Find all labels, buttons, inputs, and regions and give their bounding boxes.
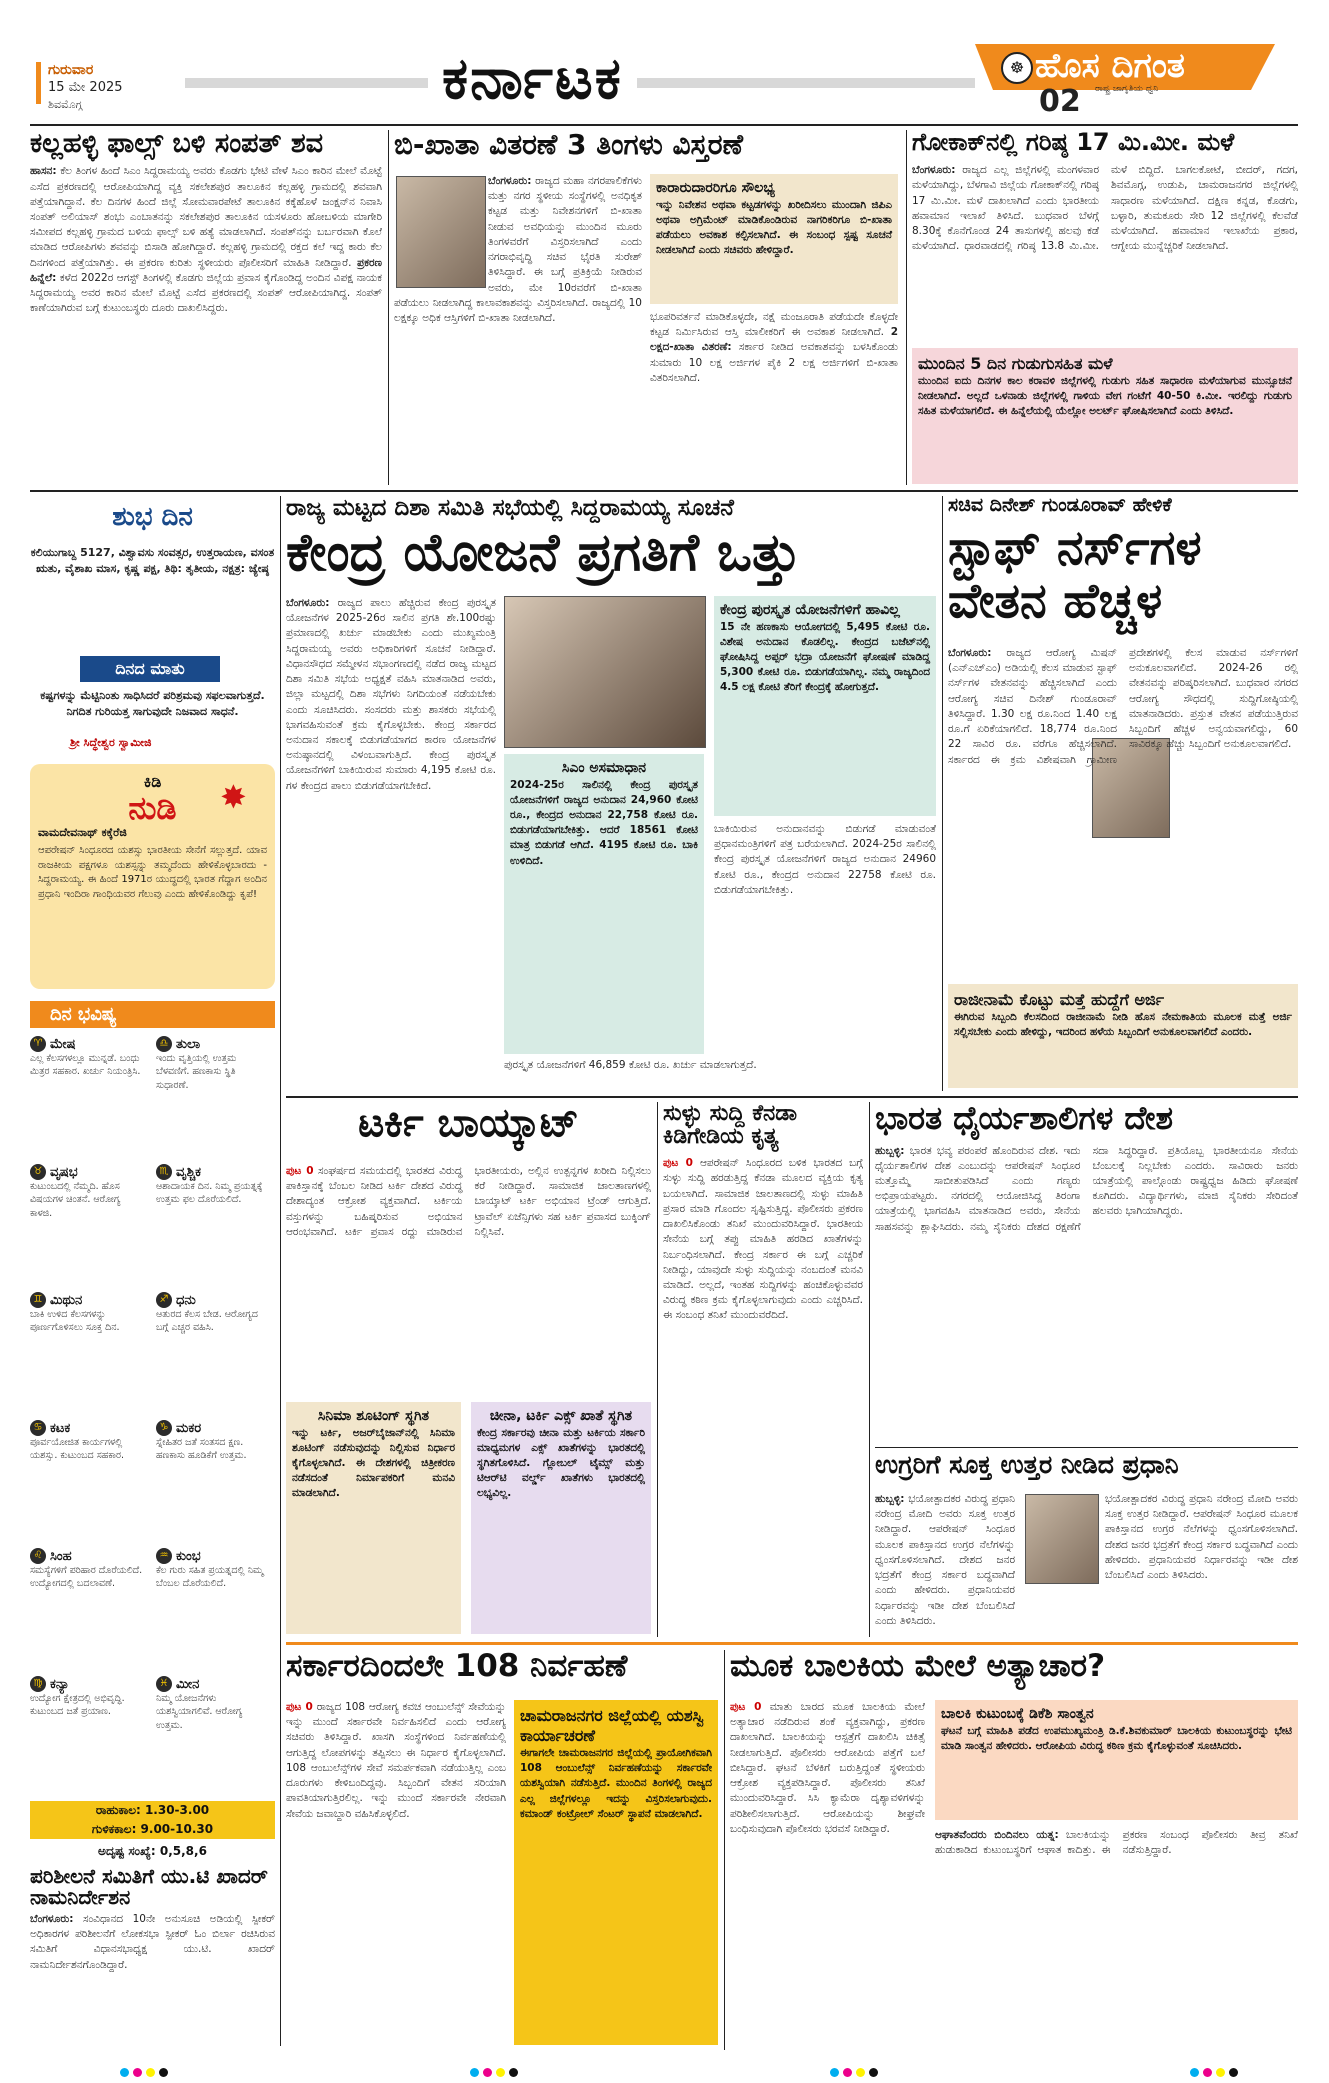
box-text: 15 ನೇ ಹಣಕಾಸು ಆಯೋಗದಲ್ಲಿ 5,495 ಕೋಟಿ ರೂ. ವಿಶೇಷ ಅನುದಾನ ಕೊಡಲಿಲ್ಲ. ಕೇಂದ್ರದ ಬಜೆಟ್‌ನಲ್ಲಿ ಘೋಷಿಸಿದ್ದ ಅಪ್ಪರ್ ಭದ್ರಾ ಯೋಜನೆಗೆ ಘೋಷಣೆ ಮಾಡಿದ್ದ 5,300 ಕೋಟಿ ರೂ. ಬಿಡುಗಡೆಯಾಗಿಲ್ಲ. ನಮ್ಮ ರಾಜ್ಯದಿಂದ 4.5 ಲಕ್ಷ ಕೋಟಿ ತೆರಿಗೆ ಕೇಂದ್ರಕ್ಕೆ ಹೋಗುತ್ತದೆ. [720,620,930,694]
quote-title: ದಿನದ ಮಾತು [80,656,220,682]
story-text: ಸಂಘರ್ಷದ ಸಮಯದಲ್ಲಿ ಭಾರತದ ವಿರುದ್ಧ ಪಾಕಿಸ್ತಾನಕ್ಕೆ ಬೆಂಬಲ ನೀಡಿದ ಟರ್ಕಿ ದೇಶದ ವಿರುದ್ಧ ದೇಶಾದ್ಯಂತ ಆಕ್ರೋಶ ವ್ಯಕ್ತವಾಗಿದೆ. ಟರ್ಕಿಯ ವಸ್ತುಗಳನ್ನು ಬಹಿಷ್ಕರಿಸುವ ಅಭಿಯಾನ ಆರಂಭವಾಗಿದೆ. ಟರ್ಕಿ ಪ್ರವಾಸ ರದ್ದು ಮಾಡಿರುವ ಭಾರತೀಯರು, ಅಲ್ಲಿನ ಉತ್ಪನ್ನಗಳ ಖರೀದಿ ನಿಲ್ಲಿಸಲು ಕರೆ ನೀಡಿದ್ದಾರೆ. ಸಾಮಾಜಿಕ ಜಾಲತಾಣಗಳಲ್ಲಿ ಬಾಯ್ಕಾಟ್ ಟರ್ಕಿ ಅಭಿಯಾನ ಟ್ರೆಂಡ್ ಆಗುತ್ತಿದೆ. ಟ್ರಾವೆಲ್ ಏಜೆನ್ಸಿಗಳು ಸಹ ಟರ್ಕಿ ಪ್ರವಾಸದ ಬುಕ್ಕಿಂಗ್ ನಿಲ್ಲಿಸಿವೆ. [286,1165,651,1238]
box-resign [948,984,1298,1088]
divider [906,130,907,485]
box-title: ಸಿಎಂ ಅಸಮಾಧಾನ [561,760,647,776]
leader-photo [1025,1494,1099,1584]
rasi-text: ನಿಮ್ಮ ಯೋಜನೆಗಳು ಯಶಸ್ವಿಯಾಗಲಿವೆ. ಆರೋಗ್ಯ ಉತ್ತಮ. [156,1693,243,1731]
box-contractors [650,174,898,304]
story-108 [286,1650,718,2050]
box-title: ಕೇಂದ್ರ ಪುರಸ್ಕೃತ ಯೋಜನೆಗಳಿಗೆ ಹಾವಿಲ್ಲ [720,602,900,618]
masthead-section-title: ಕರ್ನಾಟಕ [428,48,637,109]
rasi-item [30,1292,145,1335]
story-body [286,596,496,1091]
divider [875,1447,1298,1448]
rahukala: ರಾಹುಕಾಲ: 1.30-3.00 [95,1803,210,1817]
rasi-item [156,1676,271,1732]
cyan-dot [830,2068,839,2077]
story-body [875,1144,1298,1429]
story-headline: ಬಿ-ಖಾತಾ ವಿತರಣೆ 3 ತಿಂಗಳು ವಿಸ್ತರಣೆ [394,128,744,161]
story-canada [663,1102,863,1637]
rasi-text: ಎಲ್ಲ ಕೆಲಸಗಳಲ್ಲೂ ಮುನ್ನಡೆ. ಬಂಧು ಮಿತ್ರರ ಸಹಕಾರ. ಖರ್ಚು ನಿಯಂತ್ರಿಸಿ. [30,1053,141,1078]
box-title: ರಾಜೀನಾಮೆ ಕೊಟ್ಟು ಮತ್ತೆ ಹುದ್ದೆಗೆ ಅರ್ಜಿ [954,990,1165,1009]
panchanga-text: ಕಲಿಯುಗಾಬ್ದ 5127, ವಿಶ್ವಾವಸು ಸಂವತ್ಸರ, ಉತ್ತರಾಯಣ, ವಸಂತ ಋತು, ವೈಶಾಖ ಮಾಸ, ಕೃಷ್ಣ ಪಕ್ಷ, ತಿಥಿ: ತೃತೀಯ, ನಕ್ಷತ್ರ: ಜ್ಯೇಷ್ಠ [30,546,275,576]
black-dot [159,2068,168,2077]
paper-tagline: ರಾಷ್ಟ್ರ ಜಾಗೃತಿಯ ಧ್ವನಿ [1095,84,1159,94]
page-number: 02 [1039,84,1081,119]
magenta-dot [1203,2068,1212,2077]
kidi-title-big: ನುಡಿ [128,789,177,827]
rasi-item [30,1420,145,1463]
box-x-accounts [471,1402,651,1634]
divider [869,1102,870,1637]
rasi-name: ವೃಷಭ [50,1164,78,1180]
magenta-dot [843,2068,852,2077]
registration-marks [830,2068,878,2077]
box-text: ಘಟನೆ ಬಗ್ಗೆ ಮಾಹಿತಿ ಪಡೆದ ಉಪಮುಖ್ಯಮಂತ್ರಿ ಡಿ.ಕೆ.ಶಿವಕುಮಾರ್ ಬಾಲಕಿಯ ಕುಟುಂಬಸ್ಥರನ್ನು ಭೇಟಿ ಮಾಡಿ ಸಾಂತ್ವನ ಹೇಳಿದರು. ಆರೋಪಿಯ ವಿರುದ್ಧ ಕಠಿಣ ಕ್ರಮ ಕೈಗೊಳ್ಳುವಂತೆ ಸೂಚಿಸಿದರು. [941,1724,1292,1752]
sagittarius-icon: ♐ [156,1292,172,1308]
magenta-dot [133,2068,142,2077]
story-kicker: ರಾಜ್ಯ ಮಟ್ಟದ ದಿಶಾ ಸಮಿತಿ ಸಭೆಯಲ್ಲಿ ಸಿದ್ದರಾಮಯ್ಯ ಸೂಚನೆ [286,495,734,521]
story-text: ರಾಜ್ಯದ ಆರೋಗ್ಯ ಮಿಷನ್ (ಎನ್‌ಎಚ್‌ಎಂ) ಅಡಿಯಲ್ಲಿ ಕೆಲಸ ಮಾಡುವ ಸ್ಟಾಫ್ ನರ್ಸ್‌ಗಳ ವೇತನವನ್ನು ಹೆಚ್ಚಿಸಲಾಗಿದೆ ಎಂದು ಆರೋಗ್ಯ ಸಚಿವ ದಿನೇಶ್ ಗುಂಡೂರಾವ್ ತಿಳಿಸಿದ್ದಾರೆ. 1.30 ಲಕ್ಷ ರೂ.ನಿಂದ 1.40 ಲಕ್ಷ ರೂ.ಗೆ ಏರಿಕೆಯಾಗಲಿದೆ. 18,774 ರೂ.ನಿಂದ 22 ಸಾವಿರ ರೂ. ವರೆಗೂ ಹೆಚ್ಚಿಸಲಾಗಿದೆ. ಸರ್ಕಾರದ ಈ ಕ್ರಮ ವಿಶೇಷವಾಗಿ ಗ್ರಾಮೀಣ ಪ್ರದೇಶಗಳಲ್ಲಿ ಕೆಲಸ ಮಾಡುವ ನರ್ಸ್‌ಗಳಿಗೆ ಅನುಕೂಲವಾಗಲಿದೆ. 2024-26 ರಲ್ಲಿ ವೇತನವನ್ನು ಪರಿಷ್ಕರಿಸಲಾಗಿದೆ. ಬುಧವಾರ ನಗರದ ಆರೋಗ್ಯ ಸೌಧದಲ್ಲಿ ಸುದ್ದಿಗೋಷ್ಠಿಯಲ್ಲಿ ಮಾತನಾಡಿದರು. ಪ್ರಸ್ತುತ ವೇತನ ಪಡೆಯುತ್ತಿರುವ ಸಿಬ್ಬಂದಿಗೆ ಹೆಚ್ಚಳ ಅನ್ವಯವಾಗಲಿದ್ದು, 60 ಸಾವಿರಕ್ಕೂ ಹೆಚ್ಚು ಸಿಬ್ಬಂದಿಗೆ ಅನುಕೂಲವಾಗಲಿದೆ. [948,647,1298,766]
divider [724,1650,725,2050]
story-text: ರಾಜ್ಯದ ಎಲ್ಲ ಜಿಲ್ಲೆಗಳಲ್ಲಿ ಮಂಗಳವಾರ ಮಳೆಯಾಗಿದ್ದು, ಬೆಳಗಾವಿ ಜಿಲ್ಲೆಯ ಗೋಕಾಕ್‌ನಲ್ಲಿ ಗರಿಷ್ಠ 17 ಮಿ.ಮೀ. ಮಳೆ ದಾಖಲಾಗಿದೆ ಎಂದು ಭಾರತೀಯ ಹವಾಮಾನ ಇಲಾಖೆ ತಿಳಿಸಿದೆ. ಬುಧವಾರ ಬೆಳಗ್ಗೆ 8.30ಕ್ಕೆ ಕೊನೆಗೊಂಡ 24 ತಾಸುಗಳಲ್ಲಿ ಹಲವು ಕಡೆ ಮಳೆಯಾಗಿದೆ. ಧಾರವಾಡದಲ್ಲಿ ಗರಿಷ್ಠ 13.8 ಮಿ.ಮೀ. ಮಳೆ ಬಿದ್ದಿದೆ. ಬಾಗಲಕೋಟೆ, ಬೀದರ್, ಗದಗ, ಶಿವಮೊಗ್ಗ, ಉಡುಪಿ, ಚಾಮರಾಜನಗರ ಜಿಲ್ಲೆಗಳಲ್ಲಿ ಸಾಧಾರಣ ಮಳೆಯಾಗಿದೆ. ದಕ್ಷಿಣ ಕನ್ನಡ, ಕೊಡಗು, ಬಳ್ಳಾರಿ, ತುಮಕೂರು ಸೇರಿ 12 ಜಿಲ್ಲೆಗಳಲ್ಲಿ ಕೆಲವೆಡೆ ಮಳೆಯಾಗಿದೆ. ಹವಾಮಾನ ಇಲಾಖೆಯ ಪ್ರಕಾರ, ಆಗ್ನೇಯ ಮುನ್ನೆಚ್ಚರಿಕೆ ನೀಡಲಾಗಿದೆ. [912,164,1298,253]
story-text: ರಾಜ್ಯದ ಪಾಲು ಹೆಚ್ಚಿರುವ ಕೇಂದ್ರ ಪುರಸ್ಕೃತ ಯೋಜನೆಗಳ 2025-26ರ ಸಾಲಿನ ಪ್ರಗತಿ ಶೇ.100ರಷ್ಟು ಪ್ರಮಾಣದಲ್ಲಿ ಖರ್ಚು ಮಾಡಬೇಕು ಎಂದು ಮುಖ್ಯಮಂತ್ರಿ ಸಿದ್ದರಾಮಯ್ಯ ಅವರು ಅಧಿಕಾರಿಗಳಿಗೆ ಸೂಚನೆ ನೀಡಿದ್ದಾರೆ. ವಿಧಾನಸೌಧದ ಸಮ್ಮೇಳನ ಸಭಾಂಗಣದಲ್ಲಿ ನಡೆದ ರಾಜ್ಯ ಮಟ್ಟದ ದಿಶಾ ಸಮಿತಿ ಸಭೆಯ ಅಧ್ಯಕ್ಷತೆ ವಹಿಸಿ ಮಾತನಾಡಿದ ಅವರು, ಜಿಲ್ಲಾ ಮಟ್ಟದಲ್ಲಿ ದಿಶಾ ಸಭೆಗಳು ನಿಗದಿಯಂತೆ ನಡೆಯಬೇಕು ಎಂದು ಸೂಚಿಸಿದರು. ಸಂಸದರು ಮತ್ತು ಶಾಸಕರು ಸಭೆಯಲ್ಲಿ ಭಾಗವಹಿಸುವಂತೆ ಕ್ರಮ ಕೈಗೊಳ್ಳಬೇಕು. ಕೇಂದ್ರ ಸರ್ಕಾರದ ಅನುದಾನ ಸಕಾಲಕ್ಕೆ ಬಿಡುಗಡೆಯಾಗದ ಕಾರಣ ಯೋಜನೆಗಳ ಅನುಷ್ಠಾನದಲ್ಲಿ ವಿಳಂಬವಾಗುತ್ತಿದೆ. ಕೇಂದ್ರ ಪುರಸ್ಕೃತ ಯೋಜನೆಗಳಿಗೆ ಬಾಕಿಯಿರುವ ಸುಮಾರು 4,195 ಕೋಟಿ ರೂ. ಗಳ ಕೇಂದ್ರದ ಪಾಲು ಬಿಡುಗಡೆಯಾಗಬೇಕಿದೆ. [286,597,496,792]
story-subhead: ಪ್ರಕರಣ ಹಿನ್ನೆಲೆ: [30,256,382,284]
story-dateline: ಪುಟ 0 [286,1165,314,1177]
story-body [948,646,1298,976]
aquarius-icon: ♒ [156,1548,172,1564]
story-dateline: ಹಾಸನ: [30,165,57,178]
rasi-name: ಧನು [176,1292,196,1308]
rasi-item [30,1676,145,1719]
story-text-2: ಬಾಲಕಿಯನ್ನು ಹುಡುಕಾಡಿದ ಕುಟುಂಬಸ್ಥರಿಗೆ ಆಘಾತ ಕಾದಿತ್ತು. ಈ ಪ್ರಕರಣ ಸಂಬಂಧ ಪೊಲೀಸರು ತೀವ್ರ ತನಿಖೆ ನಡೆಸುತ್ತಿದ್ದಾರೆ. [935,1829,1298,1857]
story-headline: ಗೋಕಾಕ್‌ನಲ್ಲಿ ಗರಿಷ್ಠ 17 ಮಿ.ಮೀ. ಮಳೆ [912,128,1235,156]
box-text: ಕೇಂದ್ರ ಸರ್ಕಾರವು ಚೀನಾ ಮತ್ತು ಟರ್ಕಿಯ ಸರ್ಕಾರಿ ಮಾಧ್ಯಮಗಳ ಎಕ್ಸ್ ಖಾತೆಗಳನ್ನು ಭಾರತದಲ್ಲಿ ಸ್ಥಗಿತಗೊಳಿಸಿದೆ. ಗ್ಲೋಬಲ್ ಟೈಮ್ಸ್ ಮತ್ತು ಟಿಆರ್‌ಟಿ ವರ್ಲ್ಡ್ ಖಾತೆಗಳು ಭಾರತದಲ್ಲಿ ಲಭ್ಯವಿಲ್ಲ. [477,1426,645,1500]
rasi-name: ಕುಂಭ [176,1548,201,1564]
rasi-name: ಮಕರ [176,1420,202,1436]
pisces-icon: ♓ [156,1676,172,1692]
divider [942,496,943,1091]
story-rain [912,130,1298,485]
box-title: ಚೀನಾ, ಟರ್ಕಿ ಎಕ್ಸ್ ಖಾತೆ ಸ್ಥಗಿತ [489,1408,633,1424]
gulika: ಗುಳಿಕಕಾಲ: 9.00-10.30 [91,1822,214,1836]
story-body [394,174,642,484]
masthead [0,0,1329,118]
black-dot [509,2068,518,2077]
horoscope-grid [30,1036,275,1816]
registration-marks [1190,2068,1238,2077]
story-khader [30,1866,275,2046]
box-shooting [286,1402,461,1634]
story-dateline: ಬೆಂಗಳೂರು: [488,175,532,187]
cyan-dot [120,2068,129,2077]
story-body [875,1492,1015,1634]
divider [388,130,389,485]
story-dateline: ಪುಟ 0 [663,1157,693,1170]
black-dot [1229,2068,1238,2077]
story-headline: ಮೂಕ ಬಾಲಕಿಯ ಮೇಲೆ ಅತ್ಯಾಚಾರ? [730,1648,1106,1684]
box-text: ಈಗಿರುವ ಸಿಬ್ಬಂದಿ ಕೆಲಸದಿಂದ ರಾಜೀನಾಮೆ ನೀಡಿ ಹೊಸ ನೇಮಕಾತಿಯ ಮೂಲಕ ಮತ್ತೆ ಅರ್ಜಿ ಸಲ್ಲಿಸಬೇಕು ಎಂದು ಹೇಳಿದ್ದು, ಇದರಿಂದ ಹಳೆಯ ಸಿಬ್ಬಂದಿಗೆ ಅನುಕೂಲವಾಗಲಿದೆ ಎಂದರು. [954,1011,1292,1039]
quote-author: ಶ್ರೀ ಸಿದ್ಧೇಶ್ವರ ಸ್ವಾಮೀಜಿ [70,736,152,749]
masthead-date: 15 ಮೇ 2025 [48,80,123,95]
black-dot [869,2068,878,2077]
story-lead [286,496,936,1091]
registration-marks [120,2068,168,2077]
story-bharat [875,1099,1298,1442]
kidi-author: ವಾಮದೇವನಾಥ್ ಕಕ್ಕೆರೆಜಿ [38,826,127,839]
taurus-icon: ♉ [30,1164,46,1180]
rasi-text: ಆತುರದ ಕೆಲಸ ಬೇಡ. ಆರೋಗ್ಯದ ಬಗ್ಗೆ ಎಚ್ಚರ ವಹಿಸಿ. [156,1309,258,1334]
divider [286,1642,1298,1645]
story-headline: ಕೇಂದ್ರ ಯೋಜನೆ ಪ್ರಗತಿಗೆ ಒತ್ತು [286,523,801,584]
magenta-dot [483,2068,492,2077]
gemini-icon: ♊ [30,1292,46,1308]
cyan-dot [470,2068,479,2077]
story-dateline: ಬೆಂಗಳೂರು: [912,164,956,177]
masthead-date-bar [36,62,41,104]
story-body [730,1700,925,2045]
story-text: ಮಾತು ಬಾರದ ಮೂಕ ಬಾಲಕಿಯ ಮೇಲೆ ಅತ್ಯಾಚಾರ ನಡೆದಿರುವ ಶಂಕೆ ವ್ಯಕ್ತವಾಗಿದ್ದು, ಪ್ರಕರಣ ದಾಖಲಾಗಿದೆ. ಬಾಲಕಿಯನ್ನು ಆಸ್ಪತ್ರೆಗೆ ದಾಖಲಿಸಿ ಚಿಕಿತ್ಸೆ ನೀಡಲಾಗುತ್ತಿದೆ. ಪೊಲೀಸರು ಆರೋಪಿಯ ಪತ್ತೆಗೆ ಬಲೆ ಬೀಸಿದ್ದಾರೆ. ಘಟನೆ ಬೆಳಕಿಗೆ ಬರುತ್ತಿದ್ದಂತೆ ಸ್ಥಳೀಯರು ಆಕ್ರೋಶ ವ್ಯಕ್ತಪಡಿಸಿದ್ದಾರೆ. ಪೊಲೀಸರು ತನಿಖೆ ಮುಂದುವರಿಸಿದ್ದಾರೆ. ಸಿಸಿ ಕ್ಯಾಮೆರಾ ದೃಶ್ಯಾವಳಿಗಳನ್ನು ಪರಿಶೀಲಿಸಲಾಗುತ್ತಿದೆ. ಆರೋಪಿಯನ್ನು ಶೀಘ್ರವೇ ಬಂಧಿಸುವುದಾಗಿ ಪೊಲೀಸರು ಭರವಸೆ ನೀಡಿದ್ದಾರೆ. [730,1701,925,1835]
panchanga-title: ಶುಭ ದಿನ [112,502,193,532]
aries-icon: ♈ [30,1036,46,1052]
capricorn-icon: ♑ [156,1420,172,1436]
story-text-2: ಭೂಪರಿವರ್ತನೆ ಮಾಡಿಕೊಳ್ಳದೇ, ನಕ್ಷೆ ಮಂಜೂರಾತಿ ಪಡೆಯದೇ ಕೊಳ್ಳದೇ ಕಟ್ಟಡ ನಿರ್ಮಿಸಿರುವ ಆಸ್ತಿ ಮಾಲೀಕರಿಗೆ ಈ ಅವಕಾಶ ನೀಡಲಾಗಿದೆ. [650,311,898,339]
box-text: ಮುಂದಿನ ಐದು ದಿನಗಳ ಕಾಲ ಕರಾವಳಿ ಜಿಲ್ಲೆಗಳಲ್ಲಿ ಗುಡುಗು ಸಹಿತ ಸಾಧಾರಣ ಮಳೆಯಾಗುವ ಮುನ್ಸೂಚನೆ ನೀಡಲಾಗಿದೆ. ಅಲ್ಲದೆ ಒಳನಾಡು ಜಿಲ್ಲೆಗಳಲ್ಲಿ ಗಾಳಿಯ ವೇಗ ಗಂಟೆಗೆ 40-50 ಕಿ.ಮೀ. ಇರಲಿದ್ದು ಗುಡುಗು ಸಹಿತ ಮಳೆಯಾಗಲಿದೆ. ಈ ಹಿನ್ನೆಲೆಯಲ್ಲಿ ಯೆಲ್ಲೋ ಅಲರ್ಟ್ ಘೋಷಿಸಲಾಗಿದೆ ಎಂದು ತಿಳಿಸಿದೆ. [918,375,1292,418]
divider [657,1102,658,1637]
box-text: ಇನ್ನು ಟರ್ಕಿ, ಅಜರ್‌ಬೈಜಾನ್‌ನಲ್ಲಿ ಸಿನಿಮಾ ಶೂಟಿಂಗ್ ನಡೆಸುವುದನ್ನು ನಿಲ್ಲಿಸುವ ನಿರ್ಧಾರ ಕೈಗೊಳ್ಳಲಾಗಿದೆ. ಈ ದೇಶಗಳಲ್ಲಿ ಚಿತ್ರೀಕರಣ ನಡೆಸದಂತೆ ನಿರ್ಮಾಪಕರಿಗೆ ಮನವಿ ಮಾಡಲಾಗಿದೆ. [292,1426,455,1500]
leo-icon: ♌ [30,1548,46,1564]
story-turkey [286,1102,651,1637]
story-body-2 [650,310,898,484]
rasi-name: ಮೀನ [176,1676,200,1692]
registration-marks [470,2068,518,2077]
box-title: ಬಾಲಕಿ ಕುಟುಂಬಕ್ಕೆ ಡಿಕೆಶಿ ಸಾಂತ್ವನ [941,1706,1094,1722]
divider [280,496,281,2046]
story-body [286,1700,506,2045]
divider [286,1096,1298,1098]
paper-name: ಹೊಸ ದಿಗಂತ [1035,46,1185,86]
story-dateline: ಬೆಂಗಳೂರು: [286,597,330,609]
story-text: ಆಪರೇಷನ್ ಸಿಂಧೂರದ ಬಳಿಕ ಭಾರತದ ಬಗ್ಗೆ ಸುಳ್ಳು ಸುದ್ದಿ ಹರಡುತ್ತಿದ್ದ ಕೆನಡಾ ಮೂಲದ ವ್ಯಕ್ತಿಯ ಕೃತ್ಯ ಬಯಲಾಗಿದೆ. ಸಾಮಾಜಿಕ ಜಾಲತಾಣದಲ್ಲಿ ಸುಳ್ಳು ಮಾಹಿತಿ ಪ್ರಸಾರ ಮಾಡಿ ಗೊಂದಲ ಸೃಷ್ಟಿಸುತ್ತಿದ್ದ. ಪೊಲೀಸರು ಪ್ರಕರಣ ದಾಖಲಿಸಿಕೊಂಡು ತನಿಖೆ ಮುಂದುವರಿಸಿದ್ದಾರೆ. ಭಾರತೀಯ ಸೇನೆಯ ಬಗ್ಗೆ ತಪ್ಪು ಮಾಹಿತಿ ಹರಡಿದ ಖಾತೆಗಳನ್ನು ನಿರ್ಬಂಧಿಸಲಾಗಿದೆ. ಕೇಂದ್ರ ಸರ್ಕಾರ ಈ ಬಗ್ಗೆ ಎಚ್ಚರಿಕೆ ನೀಡಿದ್ದು, ಯಾವುದೇ ಸುಳ್ಳು ಸುದ್ದಿಯನ್ನು ನಂಬದಂತೆ ಮನವಿ ಮಾಡಿದೆ. ಅಲ್ಲದೆ, ಇಂತಹ ಸುದ್ದಿಗಳನ್ನು ಹಂಚಿಕೊಳ್ಳುವವರ ವಿರುದ್ಧ ಕಠಿಣ ಕ್ರಮ ಕೈಗೊಳ್ಳಲಾಗುವುದು ಎಂದು ಎಚ್ಚರಿಸಿದೆ. ಈ ಸಂಬಂಧ ತನಿಖೆ ಮುಂದುವರೆದಿದೆ. [663,1157,863,1322]
rasi-item [156,1036,271,1092]
story-text: ಕೆಲ ತಿಂಗಳ ಹಿಂದೆ ಸಿಎಂ ಸಿದ್ದರಾಮಯ್ಯ ಅವರು ಕೊಡಗು ಭೇಟಿ ವೇಳೆ ಸಿಎಂ ಕಾರಿನ ಮೇಲೆ ಮೊಟ್ಟೆ ಎಸೆದ ಪ್ರಕರಣದಲ್ಲಿ ಆರೋಪಿಯಾಗಿದ್ದ ವ್ಯಕ್ತಿ ಸಕಲೇಶಪುರ ತಾಲೂಕಿನ ಕಲ್ಲಹಳ್ಳಿ ಗ್ರಾಮದಲ್ಲಿ ಶವವಾಗಿ ಪತ್ತೆಯಾಗಿದ್ದಾನೆ. ಕೆಲ ದಿನಗಳ ಹಿಂದೆ ಜಿಲ್ಲೆ ಸೋಮವಾರಪೇಟೆ ತಾಲೂಕಿನ ಕಕ್ಕೆಹೊಳೆ ಜಂಕ್ಷನ್‌ನ ನಿವಾಸಿ ಸಂಪತ್ ಅಲಿಯಾಸ್ ಶಂಭು ಎಂಬಾತನನ್ನು ಸಕಲೇಶಪುರ ತಾಲೂಕಿನ ಯಸಳೂರು ಹೋಬಳಿಯ ಮಾಗೇರಿ ಸಮೀಪದ ಕಲ್ಲಹಳ್ಳಿ ಗ್ರಾಮದ ಬಳಿಯ ಫಾಲ್ಸ್ ಬಳಿ ಹತ್ಯೆ ಮಾಡಲಾಗಿದೆ. ಸಂಪತ್‌ನನ್ನು ಬರ್ಬರವಾಗಿ ಕೊಲೆ ಮಾಡಿದ ಆರೋಪಿಗಳು ಶವವನ್ನು ಬಿಸಾಡಿ ಹೋಗಿದ್ದಾರೆ. ಕಲ್ಲಹಳ್ಳಿ ಗ್ರಾಮದಲ್ಲಿ ರಕ್ತದ ಕಲೆ ಇದ್ದ ಕಾರು ಕೆಲ ದಿನಗಳಿಂದ ಪತ್ತೆಯಾಗಿತ್ತು. ಈ ಪ್ರಕರಣ ಕುರಿತು ಸ್ಥಳೀಯರು ಪೊಲೀಸರಿಗೆ ಮಾಹಿತಿ ನೀಡಿದ್ದಾರೆ. [30,165,382,269]
rasi-text: ಕೆಲ ಗುರು ಸಹಿತ ಪ್ರಯತ್ನದಲ್ಲಿ ನಿಮ್ಮ ಬೆಂಬಲ ದೊರೆಯಲಿದೆ. [156,1565,264,1590]
story-body-continued: ಭಯೋತ್ಪಾದಕರ ವಿರುದ್ಧ ಪ್ರಧಾನಿ ನರೇಂದ್ರ ಮೋದಿ ಅವರು ಸೂಕ್ತ ಉತ್ತರ ನೀಡಿದ್ದಾರೆ. ಆಪರೇಷನ್ ಸಿಂಧೂರ ಮೂಲಕ ಪಾಕಿಸ್ತಾನದ ಉಗ್ರರ ನೆಲೆಗಳನ್ನು ಧ್ವಂಸಗೊಳಿಸಲಾಗಿದೆ. ದೇಶದ ಜನರ ಭದ್ರತೆಗೆ ಕೇಂದ್ರ ಸರ್ಕಾರ ಬದ್ಧವಾಗಿದೆ ಎಂದು ಹೇಳಿದರು. ಪ್ರಧಾನಿಯವರ ನಿರ್ಧಾರವನ್ನು ಇಡೀ ದೇಶ ಬೆಂಬಲಿಸಿದೆ ಎಂದು ತಿಳಿಸಿದರು. [1105,1493,1298,1582]
meeting-photo [504,596,706,748]
story-headline: ಕಲ್ಲಹಳ್ಳಿ ಫಾಲ್ಸ್ ಬಳಿ ಸಂಪತ್ ಶವ [30,128,324,159]
story-b-khata [394,130,900,485]
rasi-name: ಕಟಕ [50,1420,71,1436]
rasi-item [30,1164,145,1220]
yellow-dot [496,2068,505,2077]
story-text: ಭಾರತ ಭವ್ಯ ಪರಂಪರೆ ಹೊಂದಿರುವ ದೇಶ. ಇದು ಧೈರ್ಯಶಾಲಿಗಳ ದೇಶ ಎಂಬುದನ್ನು ಆಪರೇಷನ್ ಸಿಂಧೂರ ಮತ್ತೊಮ್ಮೆ ಸಾಬೀತುಪಡಿಸಿದೆ ಎಂದು ಗಣ್ಯರು ಅಭಿಪ್ರಾಯಪಟ್ಟರು. ನಗರದಲ್ಲಿ ಆಯೋಜಿಸಿದ್ದ ತಿರಂಗಾ ಯಾತ್ರೆಯಲ್ಲಿ ಭಾಗವಹಿಸಿ ಮಾತನಾಡಿದ ಅವರು, ಸೇನೆಯ ಸಾಹಸವನ್ನು ಶ್ಲಾಘಿಸಿದರು. ನಮ್ಮ ಸೈನಿಕರು ದೇಶದ ರಕ್ಷಣೆಗೆ ಸದಾ ಸಿದ್ಧರಿದ್ದಾರೆ. ಪ್ರತಿಯೊಬ್ಬ ಭಾರತೀಯನೂ ಸೇನೆಯ ಬೆಂಬಲಕ್ಕೆ ನಿಲ್ಲಬೇಕು ಎಂದರು. ಸಾವಿರಾರು ಜನರು ಯಾತ್ರೆಯಲ್ಲಿ ಪಾಲ್ಗೊಂಡು ರಾಷ್ಟ್ರಧ್ವಜ ಹಿಡಿದು ಘೋಷಣೆ ಕೂಗಿದರು. ವಿದ್ಯಾರ್ಥಿಗಳು, ಮಾಜಿ ಸೈನಿಕರು ಸೇರಿದಂತೆ ಹಲವರು ಭಾಗಿಯಾಗಿದ್ದರು. [875,1144,1298,1233]
rasi-item [156,1292,271,1335]
story-headline: ಟರ್ಕಿ ಬಾಯ್ಕಾಟ್ [358,1100,579,1146]
box-cm-displeasure [504,754,704,1054]
rasi-name: ಕನ್ಯಾ [50,1676,70,1692]
masthead-day: ಗುರುವಾರ [48,62,94,78]
story-dateline: ಹುಬ್ಬಳ್ಳಿ: [875,1493,905,1505]
rasi-text: ಪೂರ್ವಯೋಜಿತ ಕಾರ್ಯಗಳಲ್ಲಿ ಯಶಸ್ಸು. ಕುಟುಂಬದ ಸಹಕಾರ. [30,1437,125,1462]
story-headline: ಪರಿಶೀಲನೆ ಸಮಿತಿಗೆ ಯು.ಟಿ ಖಾದರ್ ನಾಮನಿರ್ದೇಶನ [30,1864,268,1909]
sidebar [30,496,275,2046]
rasi-text: ಬಾಕಿ ಉಳಿದ ಕೆಲಸಗಳನ್ನು ಪೂರ್ಣಗೊಳಿಸಲು ಸೂಕ್ತ ದಿನ. [30,1309,120,1334]
story-subhead: 2 ಲಕ್ಷದ-ಖಾತಾ ವಿತರಣೆ: [650,326,898,354]
rasi-item [30,1036,145,1079]
quote-text: ಕಷ್ಟಗಳನ್ನು ಮೆಟ್ಟಿನಿಂತು ಸಾಧಿಸಿದರೆ ಪರಿಶ್ರಮವು ಸಫಲವಾಗುತ್ತದೆ. ನಿಗದಿತ ಗುರಿಯತ್ತ ಸಾಗುವುದೇ ನಿಜವಾದ ಸಾಧನೆ. [40,689,265,718]
box-dkshi [935,1700,1298,1820]
story-headline: ಸುಳ್ಳು ಸುದ್ದಿ ಕೆನಡಾ ಕಿಡಿಗೇಡಿಯ ಕೃತ್ಯ [663,1101,798,1150]
rasi-name: ಮೇಷ [50,1036,76,1052]
box-central-schemes [714,596,936,816]
rasi-text: ಇಂದು ವೃತ್ತಿಯಲ್ಲಿ ಉತ್ತಮ ಬೆಳವಣಿಗೆ. ಹಣಕಾಸು ಸ್ಥಿತಿ ಸುಧಾರಣೆ. [156,1053,237,1091]
story-text-2: ಕಳೆದ 2022ರ ಆಗಸ್ಟ್ ತಿಂಗಳಲ್ಲಿ ಕೊಡಗು ಜಿಲ್ಲೆಯ ಪ್ರವಾಸ ಕೈಗೊಂಡಿದ್ದ ಅಂದಿನ ವಿಪಕ್ಷ ನಾಯಕ ಸಿದ್ದರಾಮಯ್ಯ ಅವರ ಕಾರಿನ ಮೇಲೆ ಮೊಟ್ಟೆ ಎಸೆದ ಪ್ರಕರಣದಲ್ಲಿ ಸಂಪತ್ ಆರೋಪಿಯಾಗಿದ್ದ. ಸಂಪತ್ ಕಾಣೆಯಾಗಿರುವ ಬಗ್ಗೆ ಕುಟುಂಬಸ್ಥರು ದೂರು ದಾಖಲಿಸಿದ್ದರು. [30,271,382,315]
rasi-item [156,1164,271,1207]
rasi-name: ವೃಶ್ಚಿಕ [176,1164,201,1180]
box-text: 2024-25ರ ಸಾಲಿನಲ್ಲಿ ಕೇಂದ್ರ ಪುರಸ್ಕೃತ ಯೋಜನೆಗಳಿಗೆ ರಾಜ್ಯದ ಅನುದಾನ 24,960 ಕೋಟಿ ರೂ., ಕೇಂದ್ರದ ಅನುದಾನ 22,758 ಕೋಟಿ ರೂ. ಬಿಡುಗಡೆಯಾಗಬೇಕಿತ್ತು. ಆದರೆ 18561 ಕೋಟಿ ಮಾತ್ರ ಬಿಡುಗಡೆ ಆಗಿದೆ. 4195 ಕೋಟಿ ರೂ. ಬಾಕಿ ಉಳಿದಿದೆ. [510,778,698,867]
kidi-nudi-box [30,764,275,989]
rasi-item [156,1420,271,1463]
cancer-icon: ♋ [30,1420,46,1436]
rasi-text: ಉದ್ಯೋಗ ಕ್ಷೇತ್ರದಲ್ಲಿ ಅಭಿವೃದ್ಧಿ. ಕುಟುಂಬದ ಜತೆ ಪ್ರಯಾಣ. [30,1693,125,1718]
rasi-item [30,1548,145,1591]
box-title: ಚಾಮರಾಜನಗರ ಜಿಲ್ಲೆಯಲ್ಲಿ ಯಶಸ್ವಿ ಕಾರ್ಯಾಚರಣೆ [520,1706,704,1745]
scorpio-icon: ♏ [156,1164,172,1180]
story-text: ರಾಜ್ಯದ 108 ಆರೋಗ್ಯ ಕವಚ ಆಂಬುಲೆನ್ಸ್ ಸೇವೆಯನ್ನು ಇನ್ನು ಮುಂದೆ ಸರ್ಕಾರವೇ ನಿರ್ವಹಿಸಲಿದೆ ಎಂದು ಆರೋಗ್ಯ ಸಚಿವರು ತಿಳಿಸಿದ್ದಾರೆ. ಖಾಸಗಿ ಸಂಸ್ಥೆಗಳಿಂದ ನಿರ್ವಹಣೆಯಲ್ಲಿ ಆಗುತ್ತಿದ್ದ ಲೋಪಗಳನ್ನು ತಪ್ಪಿಸಲು ಈ ನಿರ್ಧಾರ ಕೈಗೊಳ್ಳಲಾಗಿದೆ. 108 ಆಂಬುಲೆನ್ಸ್‌ಗಳ ಸೇವೆ ಸಮರ್ಪಕವಾಗಿ ನಡೆಯುತ್ತಿಲ್ಲ ಎಂಬ ದೂರುಗಳು ಕೇಳಿಬಂದಿದ್ದವು. ಸಿಬ್ಬಂದಿಗೆ ವೇತನ ಸರಿಯಾಗಿ ಪಾವತಿಯಾಗುತ್ತಿರಲಿಲ್ಲ. ಇನ್ನು ಮುಂದೆ ಸರ್ಕಾರವೇ ನೇರವಾಗಿ ಸೇವೆಯ ಜವಾಬ್ದಾರಿ ವಹಿಸಿಕೊಳ್ಳಲಿದೆ. [286,1701,506,1820]
story-headline: ಸರ್ಕಾರದಿಂದಲೇ 108 ನಿರ್ವಹಣೆ [286,1648,628,1684]
box-forecast [912,348,1298,484]
rasi-name: ತುಲಾ [176,1036,201,1052]
timings-box [30,1801,275,1839]
yellow-dot [146,2068,155,2077]
box-chamarajanagar [514,1700,718,2045]
story-text-3: ಸರ್ಕಾರ ನೀಡಿದ ಅವಕಾಶವನ್ನು ಬಳಸಿಕೊಂಡು ಸುಮಾರು 10 ಲಕ್ಷ ಅರ್ಜಿಗಳ ಪೈಕಿ 2 ಲಕ್ಷ ಅರ್ಜಿಗಳಿಗೆ ಬಿ-ಖಾತಾ ವಿತರಿಸಲಾಗಿದೆ. [650,341,898,384]
spark-icon: ✸ [220,778,247,816]
story-body-2 [935,1828,1298,2045]
divider [30,124,1298,126]
kidi-text: ಆಪರೇಷನ್ ಸಿಂಧೂರದ ಯಶಸ್ಸು ಭಾರತೀಯ ಸೇನೆಗೆ ಸಲ್ಲುತ್ತದೆ. ಯಾವ ರಾಜಕೀಯ ಪಕ್ಷಗಳೂ ಯಶಸ್ಸನ್ನು ತಮ್ಮದೆಂದು ಹೇಳಿಕೊಳ್ಳಬಾರದು - ಸಿದ್ದರಾಮಯ್ಯ. ಈ ಹಿಂದೆ 1971ರ ಯುದ್ಧದಲ್ಲಿ ಭಾರತ ಗೆದ್ದಾಗ ಅಂದಿನ ಪ್ರಧಾನಿ ಇಂದಿರಾ ಗಾಂಧಿಯವರ ಗೆಲುವು ಎಂದು ಹೇಳಿಕೊಂಡಿದ್ದು ಕೃಪೆ! [38,845,267,900]
logo-emblem-icon: ☸ [1001,52,1033,84]
rasi-name: ಮಿಥುನ [50,1292,83,1308]
story-child [730,1650,1298,2050]
story-body [30,164,382,479]
story-dateline: ಹುಬ್ಬಳ್ಳಿ: [875,1144,905,1157]
rasi-item [156,1548,271,1591]
box-title: ಕಾರಾರುದಾರರಿಗೂ ಸೌಲಭ್ಯ [656,180,775,196]
story-body [30,1912,275,2032]
story-text: ಭಯೋತ್ಪಾದಕರ ವಿರುದ್ಧ ಪ್ರಧಾನಿ ನರೇಂದ್ರ ಮೋದಿ ಅವರು ಸೂಕ್ತ ಉತ್ತರ ನೀಡಿದ್ದಾರೆ. ಆಪರೇಷನ್ ಸಿಂಧೂರ ಮೂಲಕ ಪಾಕಿಸ್ತಾನದ ಉಗ್ರರ ನೆಲೆಗಳನ್ನು ಧ್ವಂಸಗೊಳಿಸಲಾಗಿದೆ. ದೇಶದ ಜನರ ಭದ್ರತೆಗೆ ಕೇಂದ್ರ ಸರ್ಕಾರ ಬದ್ಧವಾಗಿದೆ ಎಂದು ಹೇಳಿದರು. ಪ್ರಧಾನಿಯವರ ನಿರ್ಧಾರವನ್ನು ಇಡೀ ದೇಶ ಬೆಂಬಲಿಸಿದೆ ಎಂದು ತಿಳಿಸಿದರು. [875,1493,1015,1627]
story-headline: ಉಗ್ರರಿಗೆ ಸೂಕ್ತ ಉತ್ತರ ನೀಡಿದ ಪ್ರಧಾನಿ [875,1450,1179,1479]
rasi-text: ಕುಟುಂಬದಲ್ಲಿ ನೆಮ್ಮದಿ. ಹೊಸ ವಿಷಯಗಳ ಚಿಂತನೆ. ಆರೋಗ್ಯ ಕಾಳಜಿ. [30,1181,121,1219]
masthead-city: ಶಿವಮೊಗ್ಗ [48,98,83,111]
masthead-logo-box [975,44,1295,119]
rasi-name: ಸಿಂಹ [50,1548,72,1564]
rasi-text: ಸಮಸ್ಯೆಗಳಿಗೆ ಪರಿಹಾರ ದೊರೆಯಲಿದೆ. ಉದ್ಯೋಗದಲ್ಲಿ ಬದಲಾವಣೆ. [30,1565,143,1590]
lucky-number: ಅದೃಷ್ಟ ಸಂಖ್ಯೆ: 0,5,8,6 [98,1844,207,1858]
box-title: ಮುಂದಿನ 5 ದಿನ ಗುಡುಗುಸಹಿತ ಮಳೆ [918,354,1113,373]
story-text: ರಾಜ್ಯದ ಮಹಾ ನಗರಪಾಲಿಕೆಗಳು ಮತ್ತು ನಗರ ಸ್ಥಳೀಯ ಸಂಸ್ಥೆಗಳಲ್ಲಿ ಅನಧಿಕೃತ ಕಟ್ಟಡ ಮತ್ತು ನಿವೇಶನಗಳಿಗೆ ಬಿ-ಖಾತಾ ನೀಡುವ ಅವಧಿಯನ್ನು ಮುಂದಿನ ಮೂರು ತಿಂಗಳವರೆಗೆ ವಿಸ್ತರಿಸಲಾಗಿದೆ ಎಂದು ನಗರಾಭಿವೃದ್ಧಿ ಸಚಿವ ಭೈರತಿ ಸುರೇಶ್ ತಿಳಿಸಿದ್ದಾರೆ. ಈ ಬಗ್ಗೆ ಪ್ರತಿಕ್ರಿಯೆ ನೀಡಿರುವ ಅವರು, ಮೇ 10ರವರೆಗೆ ಬಿ-ಖಾತಾ ಪಡೆಯಲು ನೀಡಲಾಗಿದ್ದ ಕಾಲಾವಕಾಶವನ್ನು ವಿಸ್ತರಿಸಲಾಗಿದೆ. ರಾಜ್ಯದಲ್ಲಿ 10 ಲಕ್ಷಕ್ಕೂ ಅಧಿಕ ಆಸ್ತಿಗಳಿಗೆ ಬಿ-ಖಾತಾ ನೀಡಲಾಗಿದೆ. [394,175,642,324]
story-subhead: ಆಘಾತವೆಂದರು ಬಿಂದಿನಲು ಯತ್ನ: [935,1829,1059,1841]
story-dateline: ಪುಟ 0 [286,1701,313,1713]
horoscope-title: ದಿನ ಭವಿಷ್ಯ [30,1001,275,1028]
story-body-2: ಬಾಕಿಯಿರುವ ಅನುದಾನವನ್ನು ಬಿಡುಗಡೆ ಮಾಡುವಂತೆ ಪ್ರಧಾನಮಂತ್ರಿಗಳಿಗೆ ಪತ್ರ ಬರೆಯಲಾಗಿದೆ. 2024-25ರ ಸಾಲಿನಲ್ಲಿ ಕೇಂದ್ರ ಪುರಸ್ಕೃತ ಯೋಜನೆಗಳಿಗೆ ರಾಜ್ಯದ ಅನುದಾನ 24960 ಕೋಟಿ ರೂ., ಕೇಂದ್ರದ ಅನುದಾನ 22758 ಕೋಟಿ ರೂ. ಬಿಡುಗಡೆಯಾಗಬೇಕಿತ್ತು. [714,823,936,896]
box-text: ಈಗಾಗಲೇ ಚಾಮರಾಜನಗರ ಜಿಲ್ಲೆಯಲ್ಲಿ ಪ್ರಾಯೋಗಿಕವಾಗಿ 108 ಆಂಬುಲೆನ್ಸ್ ನಿರ್ವಹಣೆಯನ್ನು ಸರ್ಕಾರವೇ ಯಶಸ್ವಿಯಾಗಿ ನಡೆಸುತ್ತಿದೆ. ಮುಂದಿನ ತಿಂಗಳಲ್ಲಿ ರಾಜ್ಯದ ಎಲ್ಲ ಜಿಲ್ಲೆಗಳಲ್ಲೂ ಇದನ್ನು ವಿಸ್ತರಿಸಲಾಗುವುದು. ಕಮಾಂಡ್ ಕಂಟ್ರೋಲ್ ಸೆಂಟರ್ ಸ್ಥಾಪನೆ ಮಾಡಲಾಗಿದೆ. [520,1747,712,1820]
libra-icon: ♎ [156,1036,172,1052]
story-body-3: ಪುರಸ್ಕೃತ ಯೋಜನೆಗಳಿಗೆ 46,859 ಕೋಟಿ ರೂ. ಖರ್ಚು ಮಾಡಲಾಗುತ್ತದೆ. [504,1059,757,1071]
story-headline: ಸ್ಟಾಫ್ ನರ್ಸ್‌ಗಳ ವೇತನ ಹೆಚ್ಚಳ [948,519,1202,629]
box-text: ಇನ್ನು ನಿವೇಶನ ಅಥವಾ ಕಟ್ಟಡಗಳನ್ನು ಖರೀದಿಸಲು ಮುಂದಾಗಿ ಜಿಪಿಎ ಅಥವಾ ಅಗ್ರಿಮೆಂಟ್ ಮಾಡಿಕೊಂಡಿರುವ ನಾಗರಿಕರಿಗೂ ಬಿ-ಖಾತಾ ಪಡೆಯಲು ಅವಕಾಶ ಕಲ್ಪಿಸಲಾಗಿದೆ. ಈ ಸಂಬಂಧ ಸ್ಪಷ್ಟ ಸೂಚನೆ ನೀಡಲಾಗಿದೆ ಎಂದು ಸಚಿವರು ಹೇಳಿದ್ದಾರೆ. [656,198,892,257]
yellow-dot [856,2068,865,2077]
story-dateline: ಬೆಂಗಳೂರು: [948,647,992,659]
divider [30,490,1298,492]
story-body [912,163,1298,353]
story-body [663,1156,863,1606]
kidi-title-small: ಕಿಡಿ [143,772,162,791]
story-dateline: ಪುಟ 0 [730,1701,762,1713]
story-dateline: ಬೆಂಗಳೂರು: [30,1913,74,1925]
story-headline: ಭಾರತ ಧೈರ್ಯಶಾಲಿಗಳ ದೇಶ [875,1099,1174,1137]
story-kicker: ಸಚಿವ ದಿನೇಶ್ ಗುಂಡೂರಾವ್ ಹೇಳಿಕೆ [948,494,1172,516]
cyan-dot [1190,2068,1199,2077]
virgo-icon: ♍ [30,1676,46,1692]
story-text: ಸಂವಿಧಾನದ 10ನೇ ಅನುಸೂಚಿ ಅಡಿಯಲ್ಲಿ ಸ್ಪೀಕರ್ ಅಧಿಕಾರಗಳ ಪರಿಶೀಲನೆಗೆ ಲೋಕಸಭಾ ಸ್ಪೀಕರ್ ಓಂ ಬಿರ್ಲಾ ರಚಿಸಿರುವ ಸಮಿತಿಗೆ ವಿಧಾನಸಭಾಧ್ಯಕ್ಷ ಯು.ಟಿ. ಖಾದರ್ ನಾಮನಿರ್ದೇಶನಗೊಂಡಿದ್ದಾರೆ. [30,1913,275,1971]
yellow-dot [1216,2068,1225,2077]
rasi-text: ಆಶಾದಾಯಕ ದಿನ. ನಿಮ್ಮ ಪ್ರಯತ್ನಕ್ಕೆ ಉತ್ತಮ ಫಲ ದೊರೆಯಲಿದೆ. [156,1181,263,1206]
story-pm [875,1452,1298,1637]
rasi-text: ಸ್ನೇಹಿತರ ಜತೆ ಸಂತಸದ ಕ್ಷಣ. ಹಣಕಾಸು ಹೂಡಿಕೆಗೆ ಉತ್ತಮ. [156,1437,247,1462]
story-nurses [948,496,1298,1091]
story-body [286,1164,651,1394]
story-sampath [30,130,382,485]
box-title: ಸಿನಿಮಾ ಶೂಟಿಂಗ್ ಸ್ಥಗಿತ [317,1408,430,1424]
